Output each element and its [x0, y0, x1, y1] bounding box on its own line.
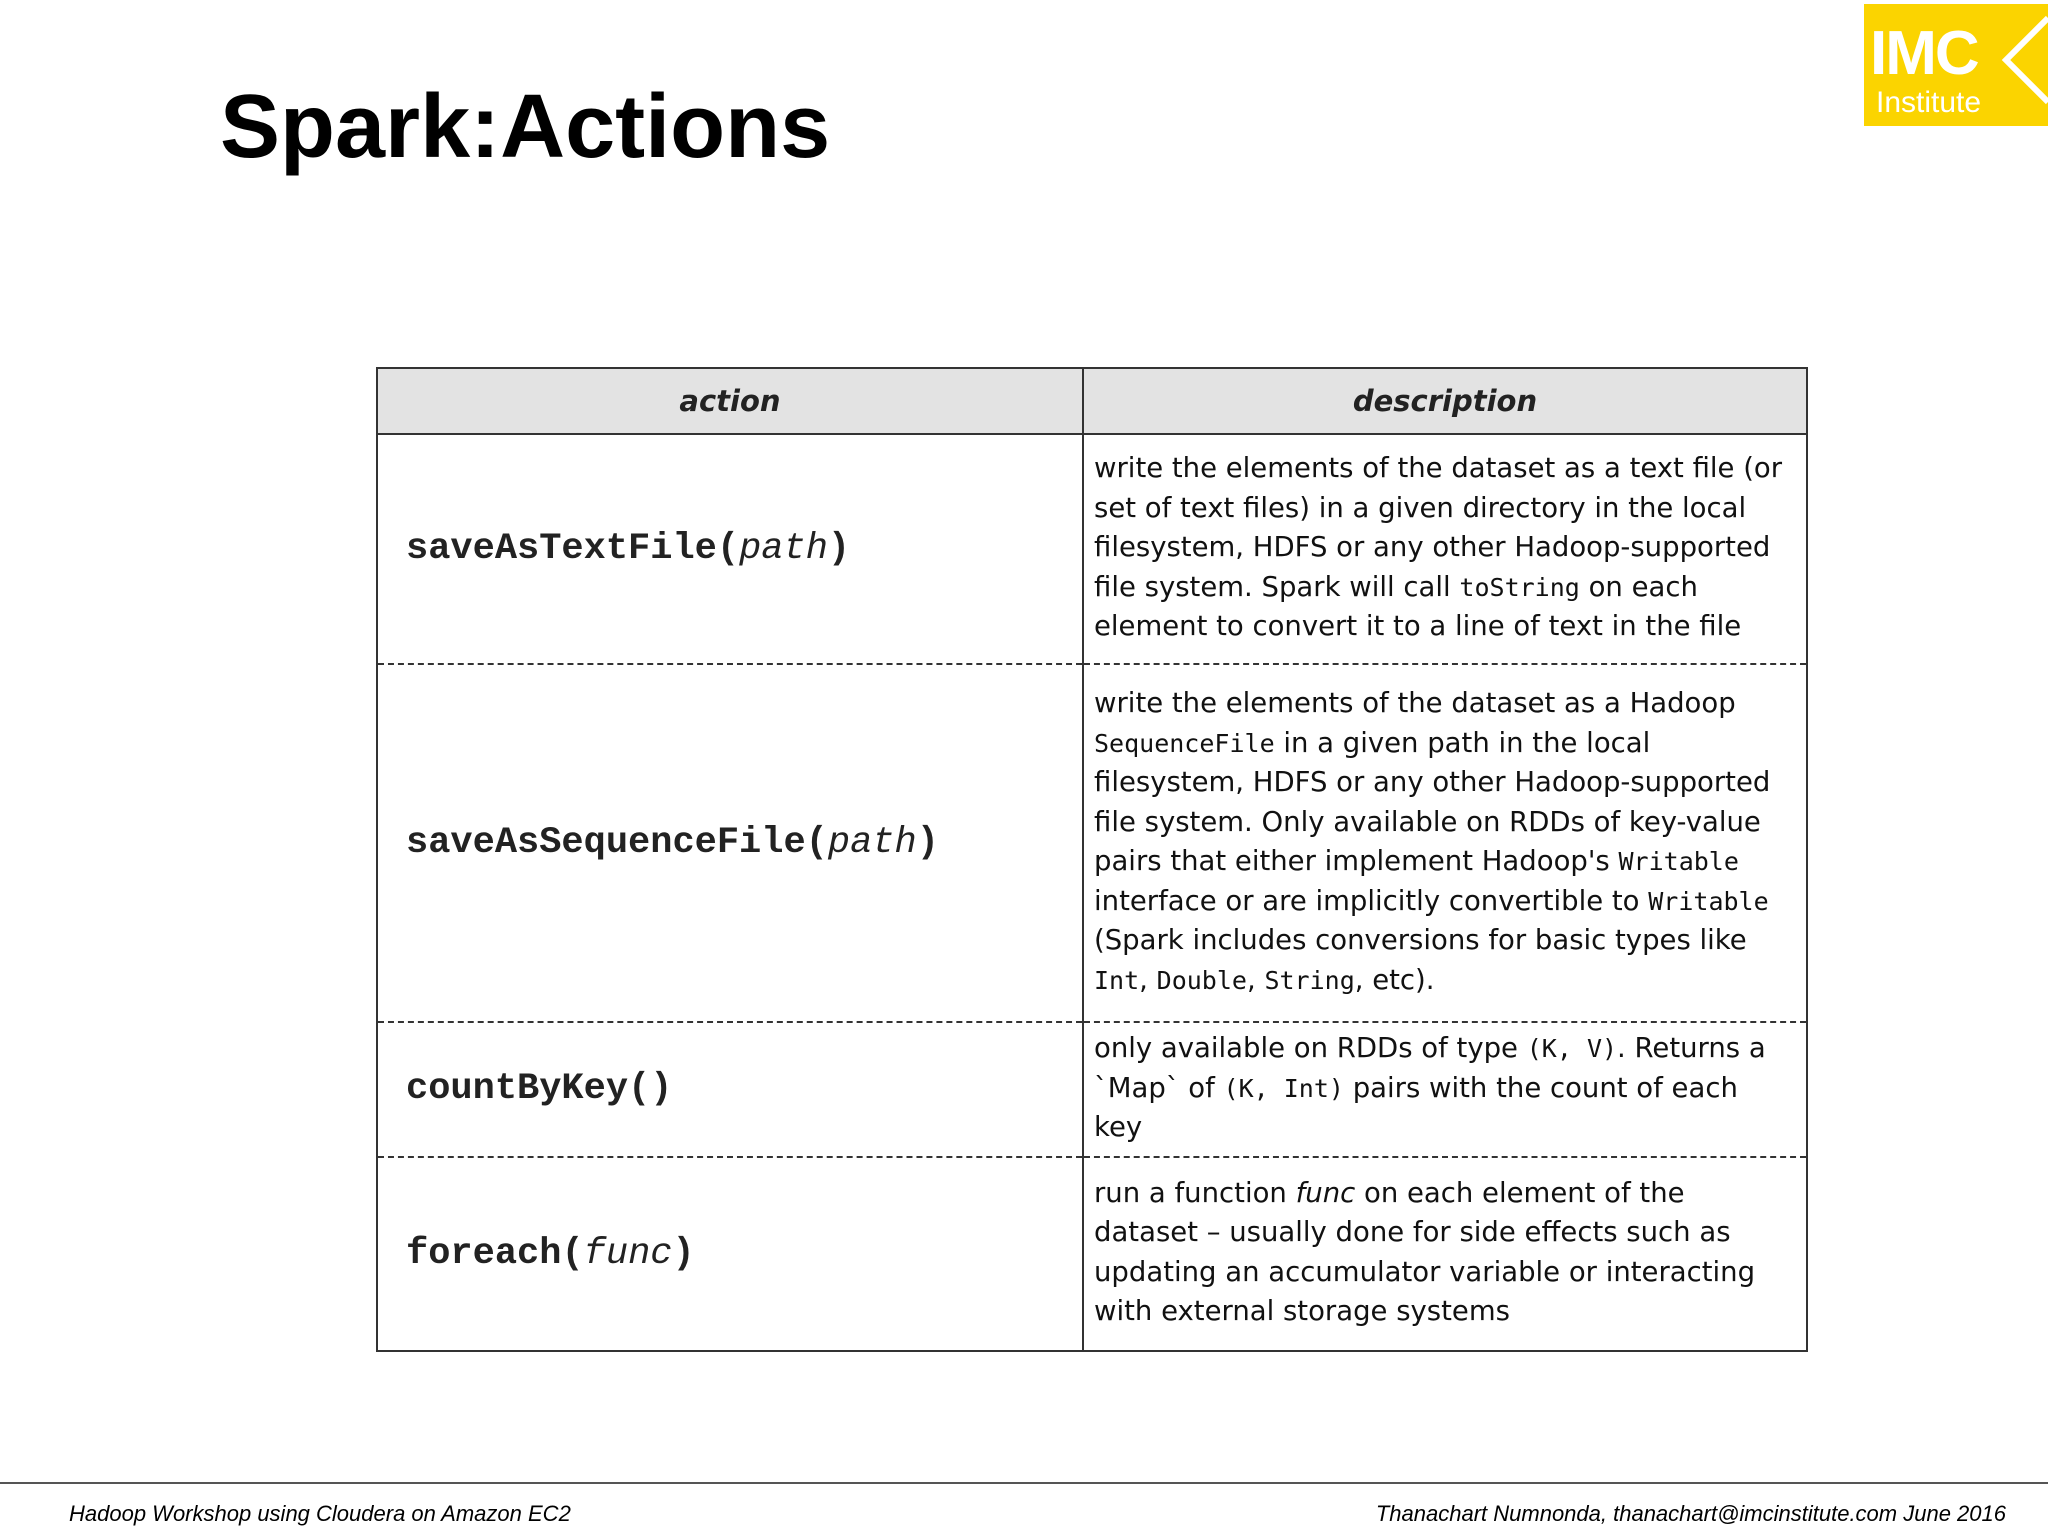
action-cell: [377, 664, 1083, 1022]
action-cell: [377, 1022, 1083, 1157]
code-span: (K, Int): [1223, 1073, 1344, 1103]
footer-author-credit: Thanachart Numnonda, thanachart@imcinstitute.com June 2016: [1375, 1501, 2006, 1526]
action-paren-close: ): [916, 822, 939, 864]
action-name: saveAsTextFile: [406, 528, 717, 570]
action-name: foreach: [406, 1232, 562, 1275]
code-span: Writable: [1618, 847, 1739, 876]
description-text: in a given path in the local filesystem, HDFS or any other Hadoop-supported file system. Only available on RDDs of key-value pairs that either implement Hadoop's: [1094, 726, 1771, 877]
description-text: on each element of the dataset – usually done for side effects such as updating an accumulator variable or interacting with external storage systems: [1094, 1176, 1756, 1327]
table-row: [377, 664, 1807, 1022]
footer-divider: [0, 1482, 2048, 1484]
description-cell: [1083, 1022, 1807, 1157]
code-span: Int: [1094, 965, 1140, 995]
code-span: SequenceFile: [1094, 728, 1275, 758]
table-row: [377, 1022, 1807, 1157]
description-cell: [1083, 1157, 1807, 1351]
description-text: ,: [1139, 963, 1157, 996]
imc-institute-logo: [1864, 4, 2048, 126]
table-row: [377, 434, 1807, 664]
description-text: only available on RDDs of type: [1094, 1032, 1527, 1064]
description-text: . Returns a `Map` of: [1094, 1032, 1766, 1104]
description-text: on each element to convert it to a line of text in the file: [1094, 570, 1742, 643]
description-text: run a function: [1094, 1176, 1296, 1209]
code-span: (K, V): [1526, 1034, 1618, 1063]
description-cell: [1083, 664, 1807, 1022]
action-name: saveAsSequenceFile: [406, 822, 806, 864]
action-paren-close: ): [650, 1068, 673, 1111]
action-cell: [377, 434, 1083, 664]
action-name: countByKey: [406, 1068, 629, 1111]
description-text: ,: [1246, 963, 1265, 996]
description-cell: [1083, 434, 1807, 664]
slide-title: Spark:Actions: [220, 77, 831, 177]
action-paren-open: (: [628, 1068, 651, 1111]
action-paren-open: (: [805, 822, 828, 864]
table-header-row: [377, 368, 1807, 434]
footer-workshop-title: Hadoop Workshop using Cloudera on Amazon EC2: [69, 1501, 571, 1526]
description-text: interface or are implicitly convertible to: [1094, 884, 1649, 917]
description-text: write the elements of the dataset as a Hadoop: [1094, 687, 1736, 719]
header-description: description: [1083, 368, 1807, 434]
action-paren-close: ): [672, 1232, 695, 1275]
description-text: pairs with the count of each key: [1094, 1071, 1738, 1143]
logo-chevron-icon: [1864, 4, 2048, 126]
code-span: Double: [1156, 965, 1247, 995]
table-row: [377, 1157, 1807, 1351]
description-text: , etc).: [1354, 963, 1435, 996]
action-cell: [377, 1157, 1083, 1351]
action-arg: func: [583, 1232, 673, 1275]
description-text: (Spark includes conversions for basic types like: [1094, 924, 1747, 956]
code-span: toString: [1459, 572, 1580, 602]
action-paren-close: ): [827, 528, 851, 570]
code-span: Writable: [1648, 886, 1769, 916]
action-arg: path: [827, 822, 917, 864]
logo-sub-text: Institute: [1876, 86, 1982, 119]
action-paren-open: (: [716, 528, 740, 570]
emphasis-span: func: [1295, 1176, 1356, 1209]
header-action: action: [377, 368, 1083, 434]
code-span: String: [1264, 965, 1355, 995]
logo-main-text: IMC: [1870, 19, 1978, 88]
actions-table: [376, 367, 1808, 1352]
description-text: write the elements of the dataset as a text file (or set of text files) in a given directory in the local filesystem, HDFS or any other Hadoop-supported file system. Spark will call: [1094, 452, 1783, 603]
action-arg: path: [739, 528, 828, 570]
action-paren-open: (: [561, 1232, 584, 1275]
